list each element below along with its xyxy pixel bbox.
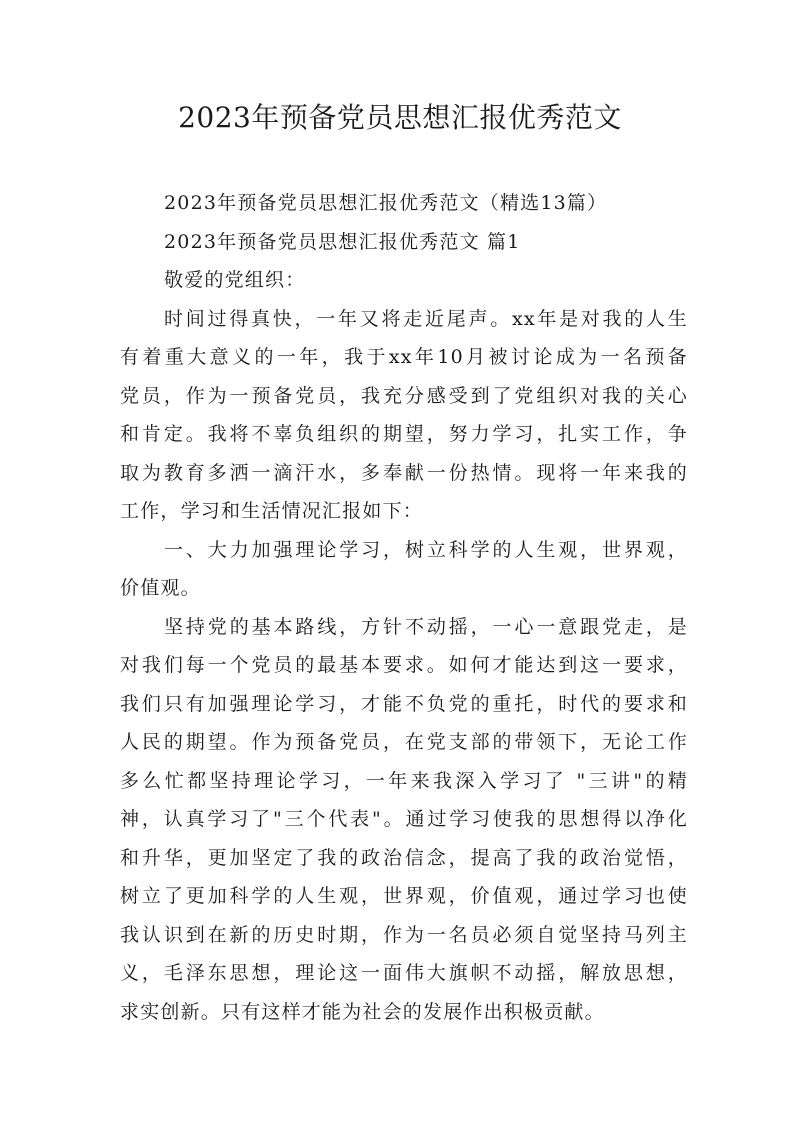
paragraph-line: 取为教育多洒一滴汗水，多奉献一份热情。现将一年来我的 bbox=[120, 461, 688, 484]
paragraph-line: 党员，作为一预备党员，我充分感受到了党组织对我的关心 bbox=[120, 384, 688, 407]
paragraph-line: 我认识到在新的历史时期，作为一名员必须自觉坚持马列主 bbox=[120, 923, 688, 946]
paragraph-line: 和肯定。我将不辜负组织的期望，努力学习，扎实工作，争 bbox=[120, 423, 688, 445]
paragraph-line: 求实创新。只有这样才能为社会的发展作出积极贡献。 bbox=[120, 1000, 605, 1023]
subtitle-line: 2023年预备党员思想汇报优秀范文（精选13篇） bbox=[164, 192, 608, 214]
paragraph-line: 工作，学习和生活情况汇报如下： bbox=[120, 500, 424, 522]
salutation: 敬爱的党组织： bbox=[164, 269, 306, 291]
paragraph-line: 有着重大意义的一年，我于xx年10月被讨论成为一名预备 bbox=[120, 346, 688, 368]
paragraph-line: 义，毛泽东思想，理论这一面伟大旗帜不动摇，解放思想， bbox=[120, 962, 688, 984]
paragraph-line: 我们只有加强理论学习，才能不负党的重托，时代的要求和 bbox=[120, 692, 688, 715]
section-heading-line: 一、大力加强理论学习，树立科学的人生观，世界观， bbox=[164, 538, 688, 561]
paragraph-line: 和升华，更加坚定了我的政治信念，提高了我的政治觉悟， bbox=[120, 846, 688, 869]
paragraph-line: 坚持党的基本路线，方针不动摇，一心一意跟党走，是 bbox=[164, 615, 688, 638]
document-title: 2023年预备党员思想汇报优秀范文 bbox=[178, 101, 622, 134]
paragraph-line: 时间过得真快，一年又将走近尾声。xx年是对我的人生 bbox=[164, 307, 688, 330]
section-heading-line: 价值观。 bbox=[120, 577, 201, 599]
paragraph-line: 树立了更加科学的人生观，世界观，价值观，通过学习也使 bbox=[120, 885, 688, 907]
paragraph-line: 多么忙都坚持理论学习，一年来我深入学习了 "三讲"的精 bbox=[120, 769, 688, 792]
section-heading: 2023年预备党员思想汇报优秀范文 篇1 bbox=[164, 230, 521, 253]
document-body bbox=[120, 184, 688, 1031]
paragraph-line: 人民的期望。作为预备党员，在党支部的带领下，无论工作 bbox=[120, 731, 688, 753]
paragraph-line: 对我们每一个党员的最基本要求。如何才能达到这一要求， bbox=[120, 654, 688, 676]
paragraph-line: 神，认真学习了"三个代表"。通过学习使我的思想得以净化 bbox=[120, 808, 688, 830]
